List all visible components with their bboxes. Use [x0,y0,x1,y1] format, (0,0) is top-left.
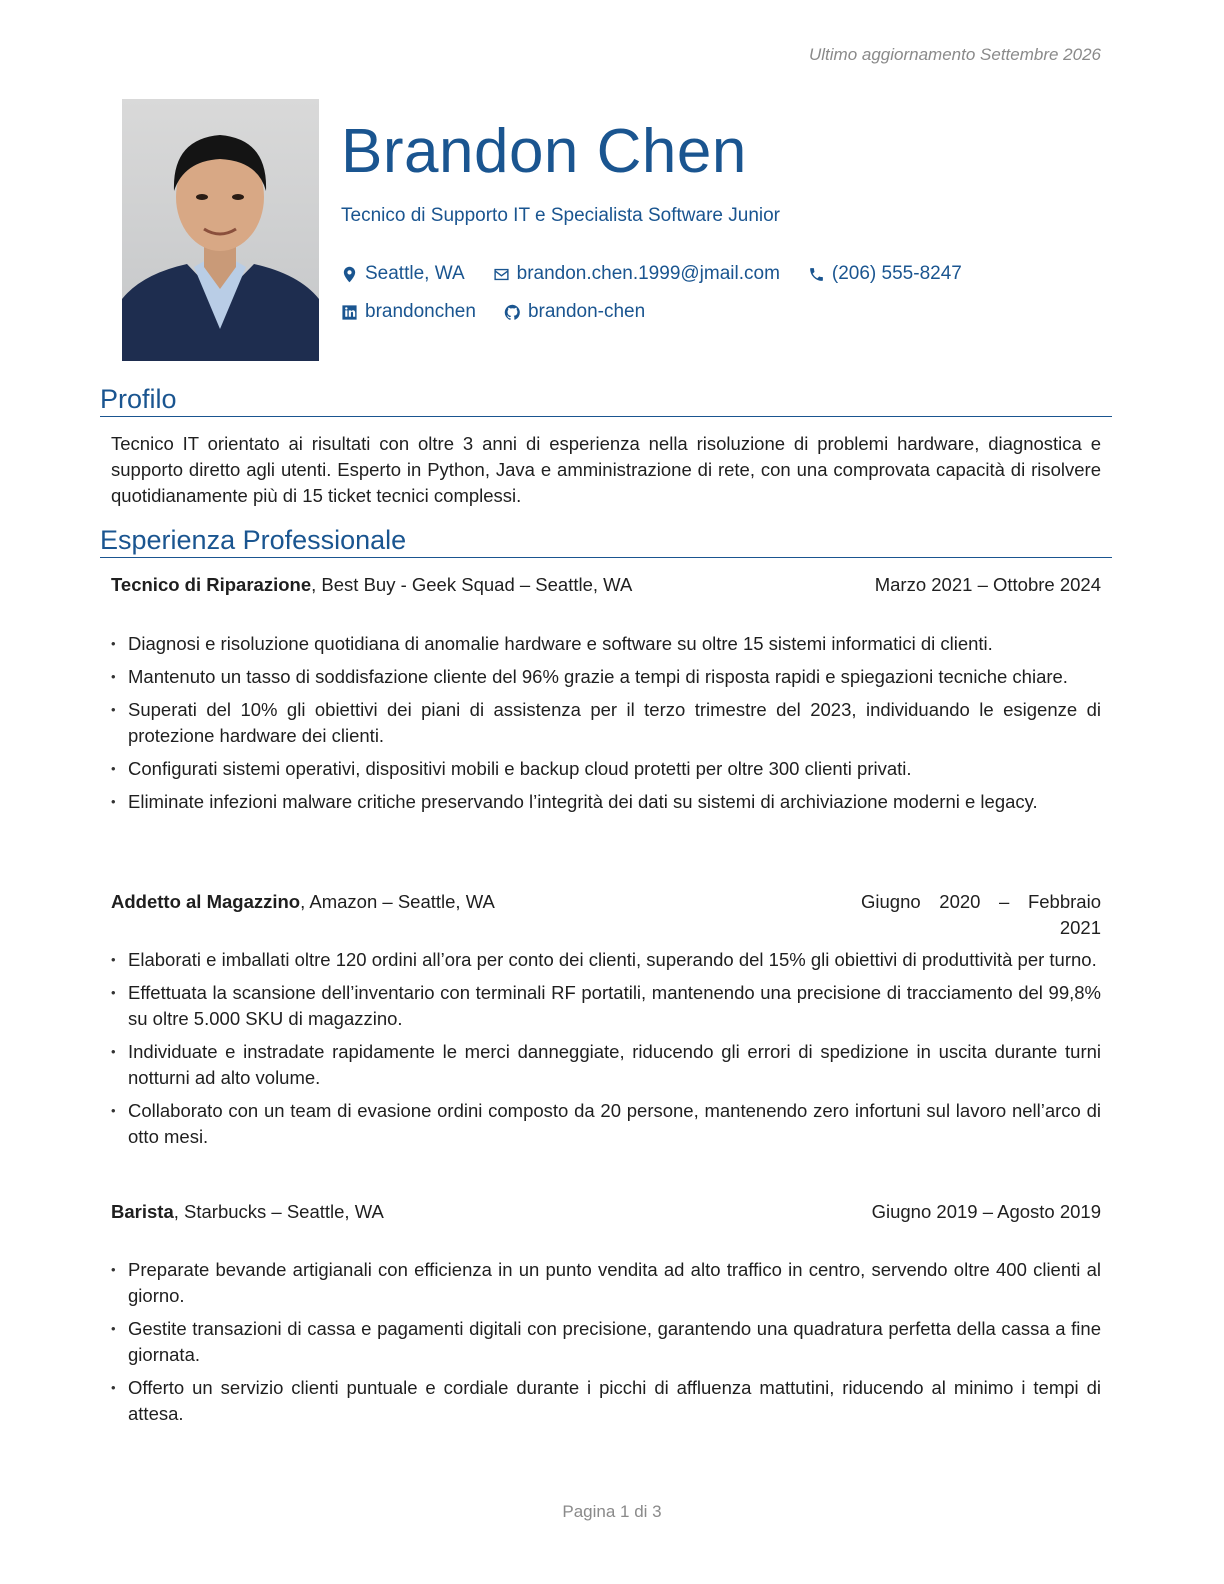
phone-icon [808,266,825,283]
job-bullets [111,947,1101,1157]
candidate-name: Brandon Chen [341,117,747,186]
profile-photo [122,99,319,361]
list-item: • Superati del 10% gli obiettivi dei piani di assistenza per il terzo trimestre del 2023, individuando le esigenze di protezione hardware dei clienti. [111,697,1101,749]
job-header [111,1199,1101,1225]
job-header [111,572,1101,598]
candidate-role: Tecnico di Supporto IT e Specialista Software Junior [341,205,780,226]
job-dates: Giugno 2019 – Agosto 2019 [871,1201,1101,1222]
list-item: • Configurati sistemi operativi, dispositivi mobili e backup cloud protetti per oltre 300 clienti privati. [111,756,1101,782]
list-item: • Elaborati e imballati oltre 120 ordini all’ora per conto dei clienti, superando del 15% gli obiettivi di produttività per turno. [111,947,1101,973]
list-item: • Effettuata la scansione dell’inventario con terminali RF portatili, mantenendo una precisione di tracciamento del 99,8% su oltre 5.000 SKU di magazzino. [111,980,1101,1032]
last-updated: Ultimo aggiornamento Settembre 2026 [809,45,1101,64]
list-item: • Individuate e instradate rapidamente le merci danneggiate, riducendo gli errori di spedizione in uscita durante turni notturni ad alto volume. [111,1039,1101,1091]
github-link[interactable]: brandon-chen [527,301,646,322]
job-bullets [111,631,1101,822]
contact-row-1 [341,263,990,285]
section-title-profile: Profilo [100,382,1112,417]
job-dates: Giugno 2020 – Febbraio 2021 [861,891,1101,938]
map-pin-icon [341,266,358,283]
section-title-experience: Esperienza Professionale [100,523,1112,558]
profile-summary: Tecnico IT orientato ai risultati con oltre 3 anni di esperienza nella risoluzione di problemi hardware, diagnostica e supporto diretto agli utenti. Esperto in Python, Java e amministrazione di rete, con una comprovata capacità di risolvere quotidianamente più di 15 ticket tecnici complessi. [111,433,1101,506]
location-text: Seattle, WA [365,263,465,284]
linkedin-link[interactable]: brandonchen [365,301,476,322]
job-role: Addetto al Magazzino [111,891,301,912]
list-item: • Gestite transazioni di cassa e pagamenti digitali con precisione, garantendo una quadratura perfetta della cassa a fine giornata. [111,1316,1101,1368]
list-item: • Collaborato con un team di evasione ordini composto da 20 persone, mantenendo zero infortuni sul lavoro nell’arco di otto mesi. [111,1098,1101,1150]
page-number: Pagina 1 di 3 [562,1502,662,1521]
job-bullets [111,1257,1101,1434]
job-header [111,889,1101,938]
contact-row-2 [341,301,673,323]
email-link[interactable]: brandon.chen.1999@jmail.com [516,263,780,284]
list-item: • Preparate bevande artigianali con efficienza in un punto vendita ad alto traffico in centro, servendo oltre 400 clienti al giorno. [111,1257,1101,1309]
job-company: , Starbucks – Seattle, WA [173,1201,384,1222]
contact-github[interactable] [504,301,645,323]
job-company: , Best Buy - Geek Squad – Seattle, WA [311,574,633,595]
contact-phone[interactable] [808,263,962,285]
job-company: , Amazon – Seattle, WA [300,891,495,912]
phone-link[interactable]: (206) 555-8247 [831,263,962,284]
github-icon [504,304,521,321]
contact-email[interactable] [493,263,780,285]
job-role: Tecnico di Riparazione [111,574,312,595]
list-item: • Offerto un servizio clienti puntuale e cordiale durante i picchi di affluenza mattutini, riducendo al minimo i tempi di attesa. [111,1375,1101,1427]
job-role: Barista [111,1201,174,1222]
portrait-image [122,99,319,361]
list-item: • Eliminate infezioni malware critiche preservando l’integrità dei dati su sistemi di archiviazione moderni e legacy. [111,789,1101,815]
contact-location [341,263,465,285]
contact-linkedin[interactable] [341,301,476,323]
list-item: • Mantenuto un tasso di soddisfazione cliente del 96% grazie a tempi di risposta rapidi e spiegazioni tecniche chiare. [111,664,1101,690]
linkedin-icon [341,304,358,321]
list-item: • Diagnosi e risoluzione quotidiana di anomalie hardware e software su oltre 15 sistemi informatici di clienti. [111,631,1101,657]
envelope-icon [493,266,510,283]
job-dates: Marzo 2021 – Ottobre 2024 [874,574,1101,595]
